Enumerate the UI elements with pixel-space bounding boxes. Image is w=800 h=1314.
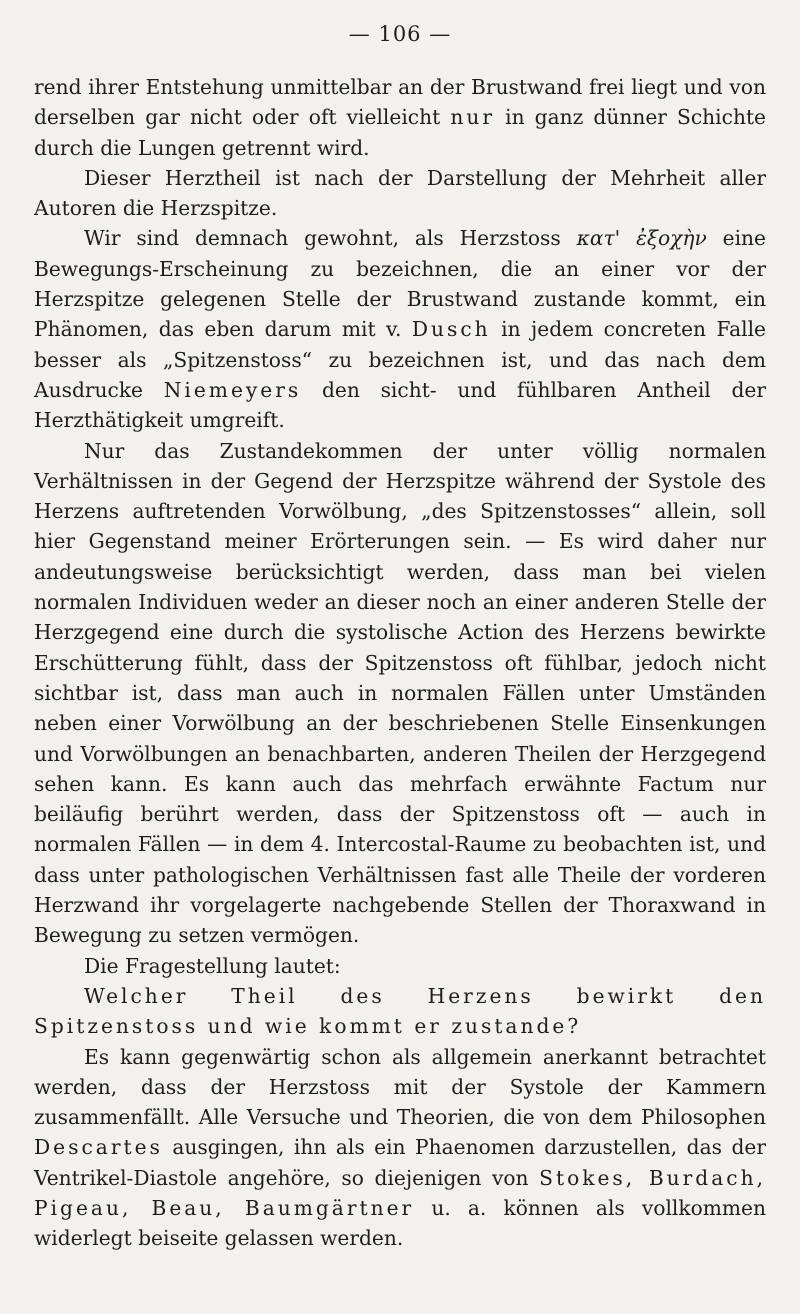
page-number: — 106 — xyxy=(348,22,452,46)
text-run: Wir sind demnach gewohnt, als Herzstoss xyxy=(84,226,561,251)
paragraph-question: Welcher Theil des Herzens bewirkt den Spitzenstoss und wie kommt er zustande? xyxy=(34,983,766,1039)
text-run: in jedem concreten Falle besser als „Spitzenstoss“ zu bezeichnen ist, und das nach dem Ausdrucke xyxy=(34,317,766,402)
text-run: den sicht- und fühlbaren Antheil der Herzthätigkeit umgreift. xyxy=(34,377,766,433)
paragraph-fragestellung: Die Fragestellung lautet: xyxy=(84,953,341,978)
text-run: rend ihrer Entstehung unmittelbar an der Brustwand frei liegt und von derselben gar nicht oder oft vielleicht xyxy=(34,75,766,130)
paragraph-systole xyxy=(34,1042,766,1254)
paragraph-herzspitze: Dieser Herztheil ist nach der Darstellung der Mehrheit aller Autoren die Herzspitze. xyxy=(34,165,766,221)
author-name: Niemeyers xyxy=(163,377,302,402)
text-run: ausgingen, ihn als ein Phaenomen darzustellen, das der Ventrikel-Diastole angehöre, so diejenigen von xyxy=(34,1135,766,1190)
author-name: Dusch xyxy=(411,317,491,342)
author-name: Descartes xyxy=(34,1135,163,1160)
paragraph-zustandekommen: Nur das Zustandekommen der unter völlig normalen Verhältnissen in der Gegend der Herzspitze während der Systole des Herzens auftretenden Vorwölbung, „des Spitzenstosses“ allein, soll hier Gegenstand meiner Erörterungen sein. — Es wird daher nur andeutungsweise berücksichtigt werden, dass man bei vielen normalen Individuen weder an dieser noch an einer anderen Stelle der Herzgegend eine durch die systolische Action des Herzens bewirkte Erschütterung fühlt, dass der Spitzenstoss oft fühlbar, jedoch nicht sichtbar ist, dass man auch in normalen Fällen unter Umständen neben einer Vorwölbung an der beschriebenen Stelle Einsenkungen und Vorwölbungen an benachbarten, anderen Theilen der Herzgegend sehen kann. Es kann auch das mehrfach erwähnte Factum nur beiläufig berührt werden, dass der Spitzenstoss oft — auch in normalen Fällen — in dem 4. Intercostal-Raume zu beobachten ist, und dass unter pathologischen Verhältnissen fast alle Theile der vorderen Herzwand ihr vorgelagerte nachgebende Stellen der Thoraxwand in Bewegung zu setzen vermögen. xyxy=(34,438,766,948)
text-run: eine Bewegungs-Erscheinung zu bezeichnen, die an einer vor der Herzspitze gelegenen Stelle der Brustwand zustande kommt, ein Phänomen, das eben darum mit v. xyxy=(34,226,766,342)
page-body xyxy=(34,72,766,1254)
author-names: Stokes, Burdach, Pigeau, Beau, Baumgärtner xyxy=(34,1165,766,1220)
greek-phrase: κατ' ἐξοχὴν xyxy=(576,226,707,251)
text-run: in ganz dünner Schichte durch die Lungen getrennt wird. xyxy=(34,105,767,160)
spaced-word: nur xyxy=(450,105,495,130)
paragraph-continuation xyxy=(34,72,766,163)
paragraph-herzstoss xyxy=(34,223,766,435)
text-run: u. a. können als vollkommen widerlegt beiseite gelassen werden. xyxy=(34,1195,767,1251)
text-run: Es kann gegenwärtig schon als allgemein anerkannt betrachtet werden, dass der Herzstoss mit der Systole der Kammern zusammenfällt. Alle Versuche und Theorien, die von dem Philosophen xyxy=(34,1044,766,1130)
